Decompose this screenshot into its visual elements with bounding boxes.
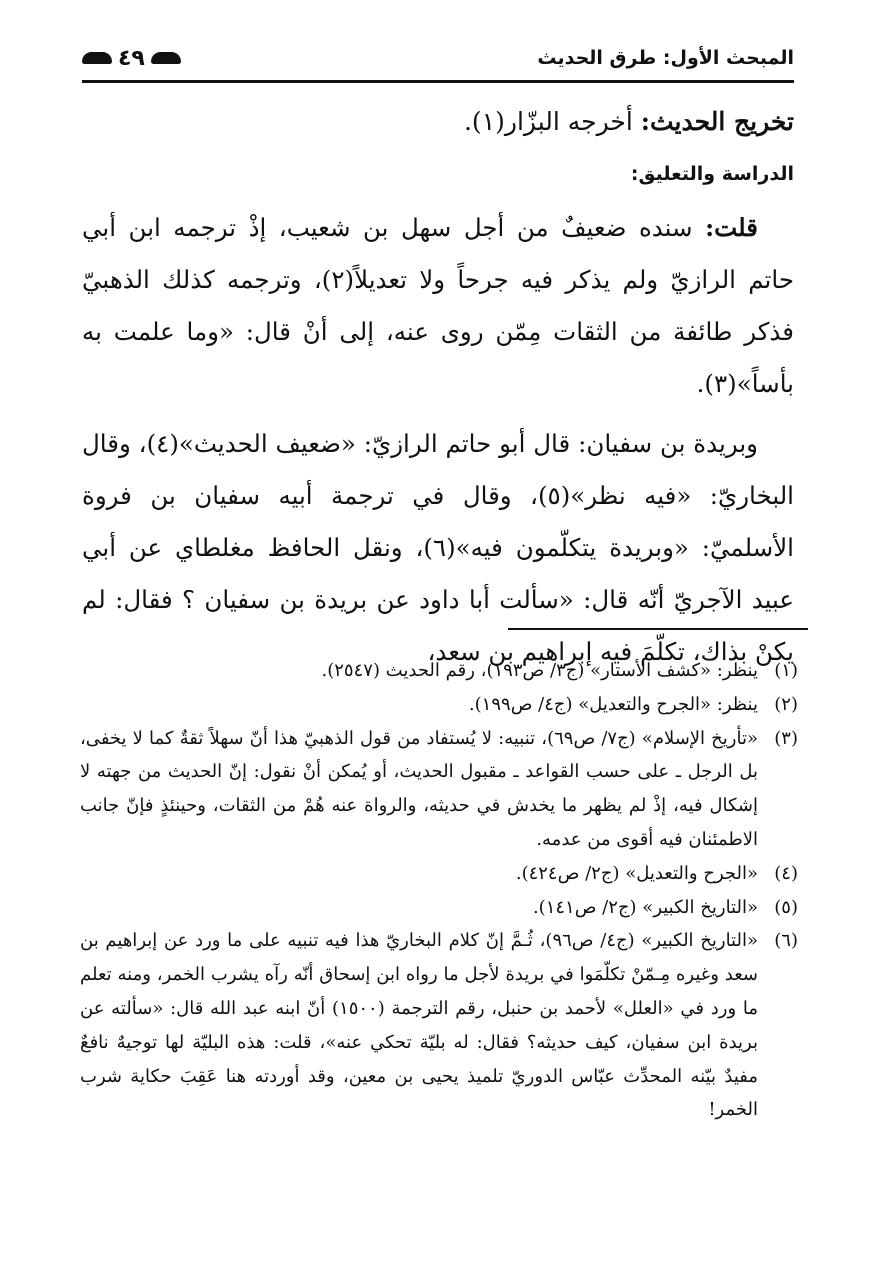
footnote	[80, 688, 798, 722]
footnote-text: «تأريخ الإسلام» (ج٧/ ص٦٩)، تنبيه: لا يُستفاد من قول الذهبيّ هذا أنّ سهلاً ثقةٌ كما لا يخفى، بل الرجل ـ على حسب القواعد ـ مقبول الحديث، أو يُمكن أنْ نقول: إنّ الحديث من جهته لا إشكال فيه، إذْ لم يظهر ما يخدش في حديثه، والرواة عنه هُمْ من الثقات، وحينئذٍ فإنّ جانب الاطمئنان فيه أقوى من عدمه.	[80, 727, 758, 850]
paragraph-1-text: سنده ضعيفٌ من أجل سهل بن شعيب، إذْ ترجمه ابن أبي حاتم الرازيّ ولم يذكر فيه جرحاً ولا تعديلاً(٢)، وترجمه كذلك الذهبيّ فذكر طائفة من الثقات مِمّن روى عنه، إلى أنْ قال: «وما علمت به بأساً»(٣).	[82, 213, 794, 398]
page-number-group	[82, 46, 181, 71]
footnote-separator	[508, 628, 808, 630]
footnote	[80, 891, 798, 925]
footnote-text: «التاريخ الكبير» (ج٤/ ص٩٦)، ثُـمَّ إنّ كلام البخاريّ هذا فيه تنبيه على ما ورد عن إبراهيم بن سعد وغيره مِـمّنْ تكلّمَوا في بريدة لأجل ما رواه ابن إسحاق أنّه رآه يشرب الخمر، ومنه تعلم ما ورد في «العلل» لأحمد بن حنبل، رقم الترجمة (١٥٠٠) أنّ ابنه عبد الله قال: «سألته عن بريدة ابن سفيان، كيف حديثه؟ فقال: له بليّة تحكي عنه»، قلت: هذه البليّة لها توجيهٌ نافعٌ مفيدٌ بيّنه المحدِّث عبّاس الدوريّ تلميذ يحيى بن معين، وقد أوردته هنا عَقِبَ حكاية شرب الخمر!	[80, 930, 759, 1121]
footnote	[80, 722, 798, 857]
paragraph-2: وبريدة بن سفيان: قال أبو حاتم الرازيّ: «ضعيف الحديث»(٤)، وقال البخاريّ: «فيه نظر»(٥)، وقال في ترجمة أبيه سفيان بن فروة الأسلميّ: «وبريدة يتكلّمون فيه»(٦)، ونقل الحافظ مغلطاي عن أبي عبيد الآجريّ أنّه قال: «سألت أبا داود عن بريدة بن سفيان ؟ فقال: لم يكنْ بذاك، تكلّمَ فيه إبراهيم بن سعد،	[82, 429, 794, 666]
footnote-number: (٥)	[774, 896, 798, 918]
footnote-number: (٦)	[774, 930, 798, 952]
footnote	[80, 857, 798, 891]
footnote-text: «الجرح والتعديل» (ج٢/ ص٤٢٤).	[515, 862, 758, 884]
footnote-number: (٣)	[774, 727, 798, 749]
footnotes	[80, 654, 798, 1127]
footnote-text: ينظر: «الجرح والتعديل» (ج٤/ ص١٩٩).	[468, 693, 758, 715]
running-title: المبحث الأول: طرق الحديث	[537, 47, 794, 69]
footnote	[80, 654, 798, 688]
ornament-icon	[82, 52, 112, 64]
footnote-number: (٤)	[774, 862, 798, 884]
main-text	[82, 96, 794, 678]
footnote-number: (٢)	[774, 693, 798, 715]
takhrij-line	[82, 96, 794, 148]
footnote-number: (١)	[774, 660, 798, 681]
section-heading: الدراسة والتعليق:	[630, 163, 794, 185]
takhrij-label: تخريج الحديث:	[640, 107, 794, 136]
paragraph-1-lead: قلت:	[705, 213, 758, 242]
paragraph-1	[82, 202, 794, 410]
page-number: ٤٩	[118, 45, 145, 71]
takhrij-text: أخرجه البزّار(١).	[463, 107, 641, 136]
footnote-text: «التاريخ الكبير» (ج٢/ ص١٤١).	[532, 896, 758, 918]
ornament-icon	[151, 52, 181, 64]
page-header	[82, 36, 794, 83]
footnote	[80, 924, 798, 1127]
footnote-text: ينظر: «كشف الأستار» (ج٣/ ص١٩٣)، رقم الحديث (٢٥٤٧).	[321, 660, 758, 681]
